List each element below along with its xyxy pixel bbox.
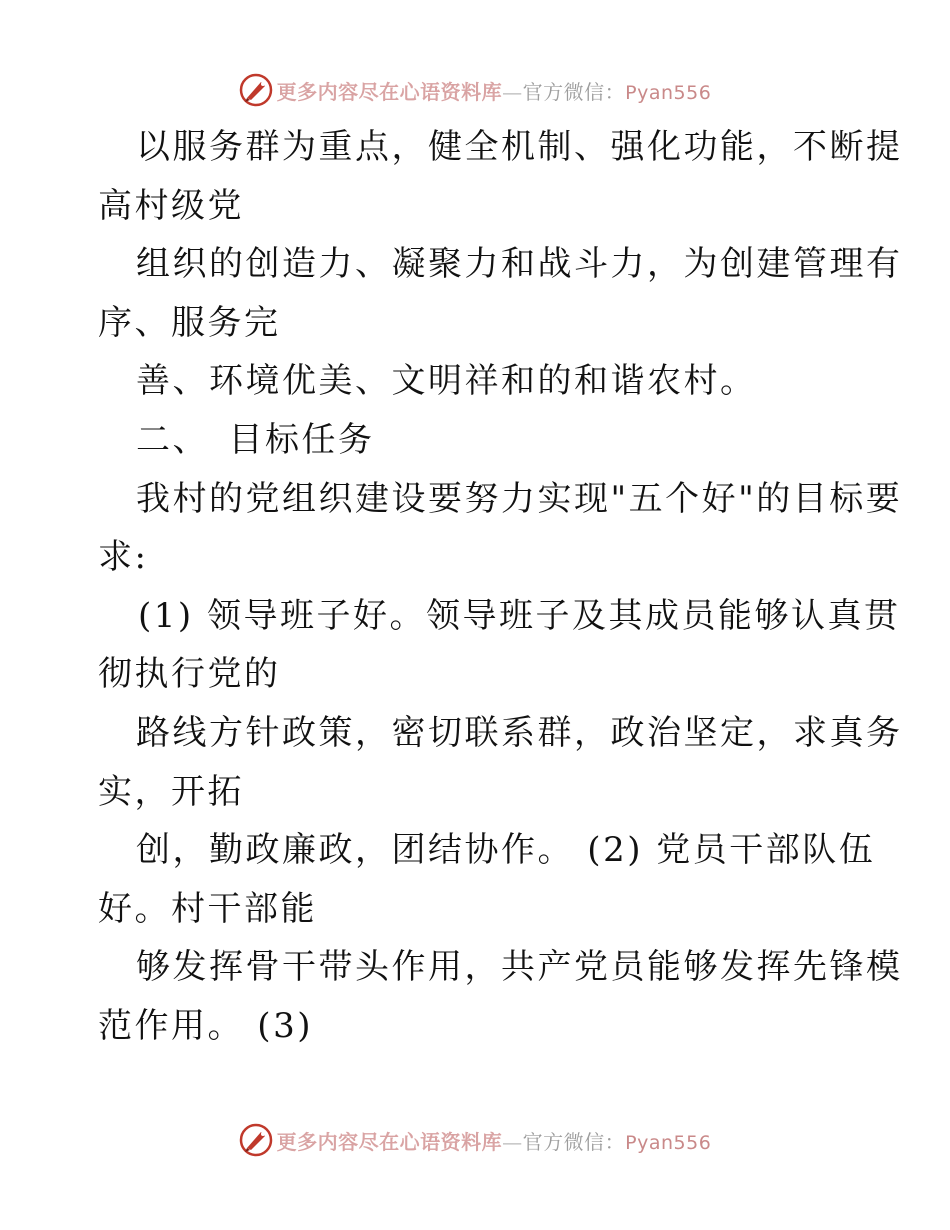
section-heading xyxy=(98,411,868,470)
text-line: 实，开拓 xyxy=(98,771,244,812)
text-line: 路线方针政策，密切联系群，政治坚定，求真务 xyxy=(136,712,903,753)
watermark-wechat-id: Pyan556 xyxy=(625,1131,712,1154)
watermark-wechat-label: 官方微信： xyxy=(522,1129,626,1154)
paragraph xyxy=(98,821,876,938)
watermark-text: 更多内容尽在心语资料库 xyxy=(276,1129,503,1154)
text-line: 二、 目标任务 xyxy=(136,419,375,460)
text-line: 高村级党 xyxy=(98,185,244,226)
paragraph xyxy=(98,938,903,1055)
text-line: 范作用。 (3) xyxy=(98,1005,313,1046)
watermark-wechat-label: 官方微信： xyxy=(522,79,626,104)
pen-logo-icon xyxy=(239,73,273,107)
footer-watermark xyxy=(0,1120,950,1160)
text-line: 我村的党组织建设要努力实现"五个好"的目标要 xyxy=(136,478,903,519)
paragraph xyxy=(98,587,901,704)
paragraph xyxy=(98,704,903,821)
header-watermark xyxy=(0,70,950,110)
text-line: 序、服务完 xyxy=(98,302,281,343)
watermark-text: 更多内容尽在心语资料库 xyxy=(276,79,503,104)
paragraph xyxy=(98,235,903,352)
text-line: 善、环境优美、文明祥和的和谐农村。 xyxy=(136,361,757,402)
text-line: 组织的创造力、凝聚力和战斗力，为创建管理有 xyxy=(136,244,903,285)
paragraph xyxy=(98,470,903,587)
text-line: 以服务群为重点，健全机制、强化功能，不断提 xyxy=(136,127,903,167)
text-line: 求: xyxy=(98,537,149,578)
text-line: 彻执行党的 xyxy=(98,654,281,695)
text-line: 好。村干部能 xyxy=(98,888,317,929)
watermark-dash: — xyxy=(502,1129,523,1154)
text-line: 够发挥骨干带头作用，共产党员能够发挥先锋模 xyxy=(136,947,903,988)
paragraph xyxy=(98,352,868,411)
paragraph xyxy=(98,118,903,235)
text-line: (1) 领导班子好。领导班子及其成员能够认真贯 xyxy=(138,595,901,636)
document-body xyxy=(98,118,903,1056)
pen-logo-icon xyxy=(239,1123,273,1157)
watermark-dash: — xyxy=(502,79,523,104)
watermark-wechat-id: Pyan556 xyxy=(625,81,712,104)
text-line: 创，勤政廉政，团结协作。 (2) 党员干部队伍 xyxy=(136,830,876,871)
